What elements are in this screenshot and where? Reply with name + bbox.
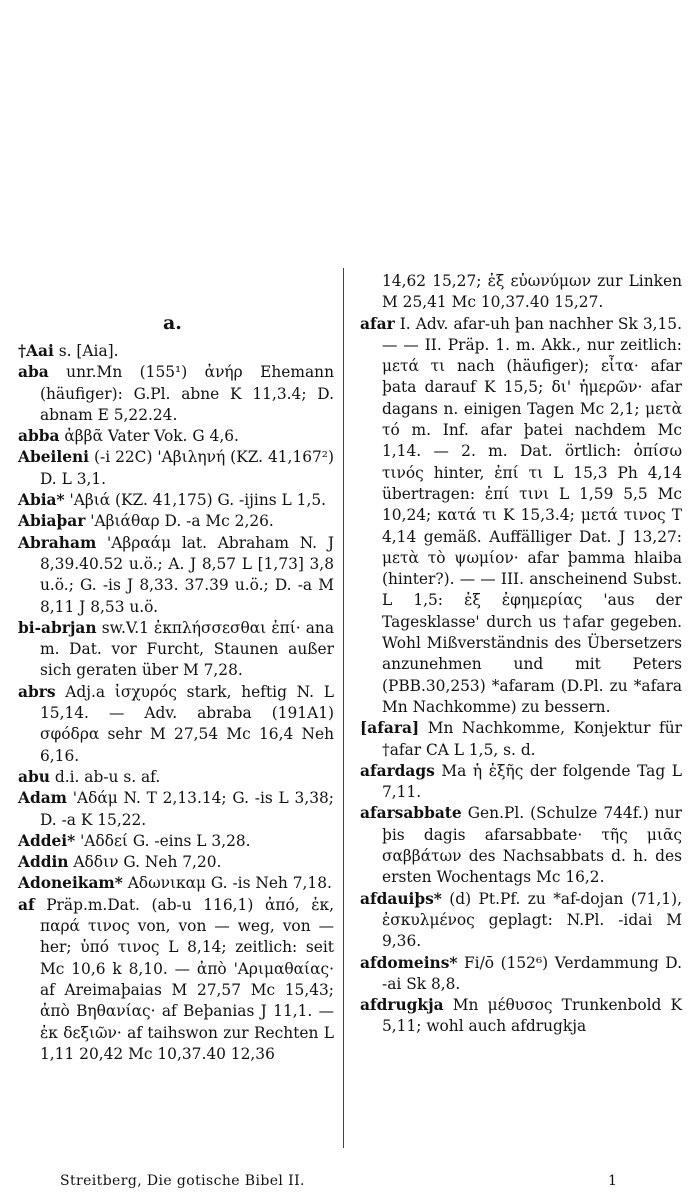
- dictionary-entry: [18, 618, 334, 682]
- dictionary-entry: [360, 718, 682, 761]
- entry-headword: Abia*: [18, 491, 65, 510]
- entry-headword: Abiaþar: [18, 512, 86, 531]
- entry-body: ἀββᾶ Vater Vok. G 4,6.: [64, 427, 239, 446]
- entry-headword: afar: [360, 314, 395, 333]
- dictionary-entry: [18, 362, 334, 426]
- dictionary-entry: [18, 682, 334, 767]
- entry-headword: abu: [18, 767, 50, 786]
- dictionary-entry: [18, 788, 334, 831]
- entry-body: 'Αδάμ N. T 2,13.14; G. -is L 3,38; D. -a K 15,22.: [40, 789, 334, 829]
- entry-body: 'Αβραάμ lat. Abraham N. J 8,39.40.52 u.ö.; A. J 8,57 L [1,73] 3,8 u.ö.; G. -is J 8,33. 37.39 u.ö.; D. -a M 8,11 J 8,53 u.ö.: [40, 533, 334, 616]
- dictionary-entry: [18, 341, 334, 362]
- entry-body: 'Αδδεί G. -eins L 3,28.: [80, 831, 251, 850]
- entry-body: 'Αβιά (KZ. 41,175) G. -ijins L 1,5.: [69, 491, 327, 510]
- entry-body: s. [Aia].: [58, 342, 119, 360]
- left-entries: [18, 341, 334, 1065]
- entry-body: unr.Mn (155¹) ἀνήρ Ehemann (häufiger): G.Pl. abne K 11,3.4; D. abnam E 5,22.24.: [40, 363, 334, 424]
- entry-body: I. Adv. afar-uh þan nachher Sk 3,15. — — II. Präp. 1. m. Akk., nur zeitlich: μετά τι nach (häufiger); εἶτα· afar þata darauf K 15,5; δι' ἡμερῶν· afar dagans n. einigen Tagen Mc 2,1; μετὰ τό m. Inf. afar þatei nachdem Mc 1,14. — 2. m. Dat. örtlich: ὀπίσω τινός hinter, ἐπί τι L 15,3 Ph 4,14 übertragen: ἐπί τινι L 1,59 5,5 Mc 10,24; κατά τι K 15,3.4; μετά τινος T 4,14 gemäß. Auffälliger Dat. J 13,27: μετὰ τὸ ψωμίον· afar þamma hlaiba (hinter?). — — III. anscheinend Subst. L 1,5: ἐξ ἐφημερίας 'aus der Tagesklasse' durch us †afar gegeben. Wohl Mißverständnis des Übersetzers anzunehmen und mit Peters (PBB.30,253) *afaram (D.Pl. zu *afara Mn Nachkomme) zu bessern.: [382, 314, 682, 716]
- entry-body: Fi/ō (152⁶) Verdammung D. -ai Sk 8,8.: [382, 953, 682, 993]
- entry-headword: Addin: [18, 853, 69, 872]
- entry-headword: abba: [18, 427, 60, 446]
- entry-headword: afdauiþs*: [360, 889, 442, 908]
- entry-body: 'Αβιάθαρ D. -a Mc 2,26.: [90, 512, 274, 531]
- column-divider: [343, 268, 344, 1148]
- dictionary-entry: [360, 761, 682, 804]
- dictionary-entry: [18, 511, 334, 532]
- entry-headword: Abeileni: [18, 448, 90, 467]
- dictionary-entry: [18, 852, 334, 873]
- entry-body: (d) Pt.Pf. zu *af-dojan (71,1), ἐσκυλμένος geplagt: N.Pl. -idai M 9,36.: [382, 889, 682, 951]
- entry-body: 14,62 15,27; ἐξ εὐωνύμων zur Linken M 25,41 Mc 10,37.40 15,27.: [382, 272, 682, 312]
- entry-body: Mn Nachkomme, Konjektur für †afar CA L 1,5, s. d.: [382, 719, 682, 759]
- dictionary-entry: [18, 490, 334, 511]
- entry-headword: Addei*: [18, 831, 76, 850]
- entry-headword: Abraham: [18, 533, 97, 552]
- page-number: 1: [608, 1173, 617, 1189]
- dictionary-entry: [360, 889, 682, 953]
- dictionary-entry: [18, 767, 334, 788]
- dictionary-entry: [18, 895, 334, 1065]
- entry-body: Adj.a ἰσχυρός stark, heftig N. L 15,14. — Adv. abraba (191A1) σφόδρα sehr M 27,54 Mc 16,4 Neh 6,16.: [40, 682, 334, 765]
- dictionary-entry: [360, 995, 682, 1038]
- dictionary-entry: [18, 533, 334, 618]
- entry-headword: Adam: [18, 789, 67, 808]
- entry-headword: afdomeins*: [360, 953, 458, 972]
- dictionary-entry: [360, 314, 682, 719]
- entry-body: Gen.Pl. (Schulze 744f.) nur þis dagis afarsabbate· τῆς μιᾶς σαββάτων des Nachsabbats d. h. des ersten Wochentags Mc 16,2.: [382, 804, 682, 887]
- entry-headword: bi-abrjan: [18, 618, 97, 637]
- entry-body: Präp.m.Dat. (ab-u 116,1) ἀπό, ἐκ, παρά τινος von, von — weg, von — her; ὑπό τινος L 8,14; zeitlich: seit Mc 10,6 k 8,10. — ἀπὸ 'Αριμαθαίας· af Areimaþaias M 27,57 Mc 15,43; ἀπὸ Βηθανίας· af Beþanias J 11,1. — ἐκ δεξιῶν· af taihswon zur Rechten L 1,11 20,42 Mc 10,37.40 12,36: [40, 895, 334, 1063]
- entry-headword: †Aai: [18, 342, 54, 360]
- entry-headword: abrs: [18, 682, 56, 701]
- entry-body: Αδωνικαμ G. -is Neh 7,18.: [127, 874, 332, 893]
- entry-body: Mn μέθυσος Trunkenbold K 5,11; wohl auch afdrugkja: [382, 996, 682, 1036]
- entry-headword: af: [18, 895, 35, 914]
- entry-headword: afarsabbate: [360, 804, 462, 823]
- entry-headword: [afara]: [360, 719, 420, 738]
- entry-headword: afardags: [360, 761, 435, 780]
- entry-body: Αδδιν G. Neh 7,20.: [73, 853, 222, 872]
- entry-headword: Adoneikam*: [18, 874, 123, 893]
- dictionary-entry: [360, 953, 682, 996]
- entry-headword: aba: [18, 363, 49, 382]
- entry-headword: afdrugkja: [360, 996, 444, 1015]
- right-entries: [360, 271, 682, 1038]
- dictionary-entry: [18, 426, 334, 447]
- dictionary-entry: [18, 447, 334, 490]
- section-letter: a.: [163, 312, 182, 334]
- dictionary-entry: [18, 873, 334, 894]
- entry-body: d.i. ab-u s. af.: [54, 767, 161, 786]
- entry-body: sw.V.1 ἐκπλήσσεσθαι ἐπί· ana m. Dat. vor Furcht, Staunen außer sich geraten über M 7,28.: [40, 618, 334, 680]
- dictionary-entry: [360, 803, 682, 888]
- entry-body: (-i 22C) 'Αβιληνή (KZ. 41,167²) D. L 3,1.: [40, 448, 334, 488]
- footer-source: Streitberg, Die gotische Bibel II.: [60, 1173, 305, 1189]
- entry-body: Ma ἡ ἑξῆς der folgende Tag L 7,11.: [382, 761, 682, 802]
- dictionary-entry: [360, 271, 682, 314]
- dictionary-entry: [18, 831, 334, 852]
